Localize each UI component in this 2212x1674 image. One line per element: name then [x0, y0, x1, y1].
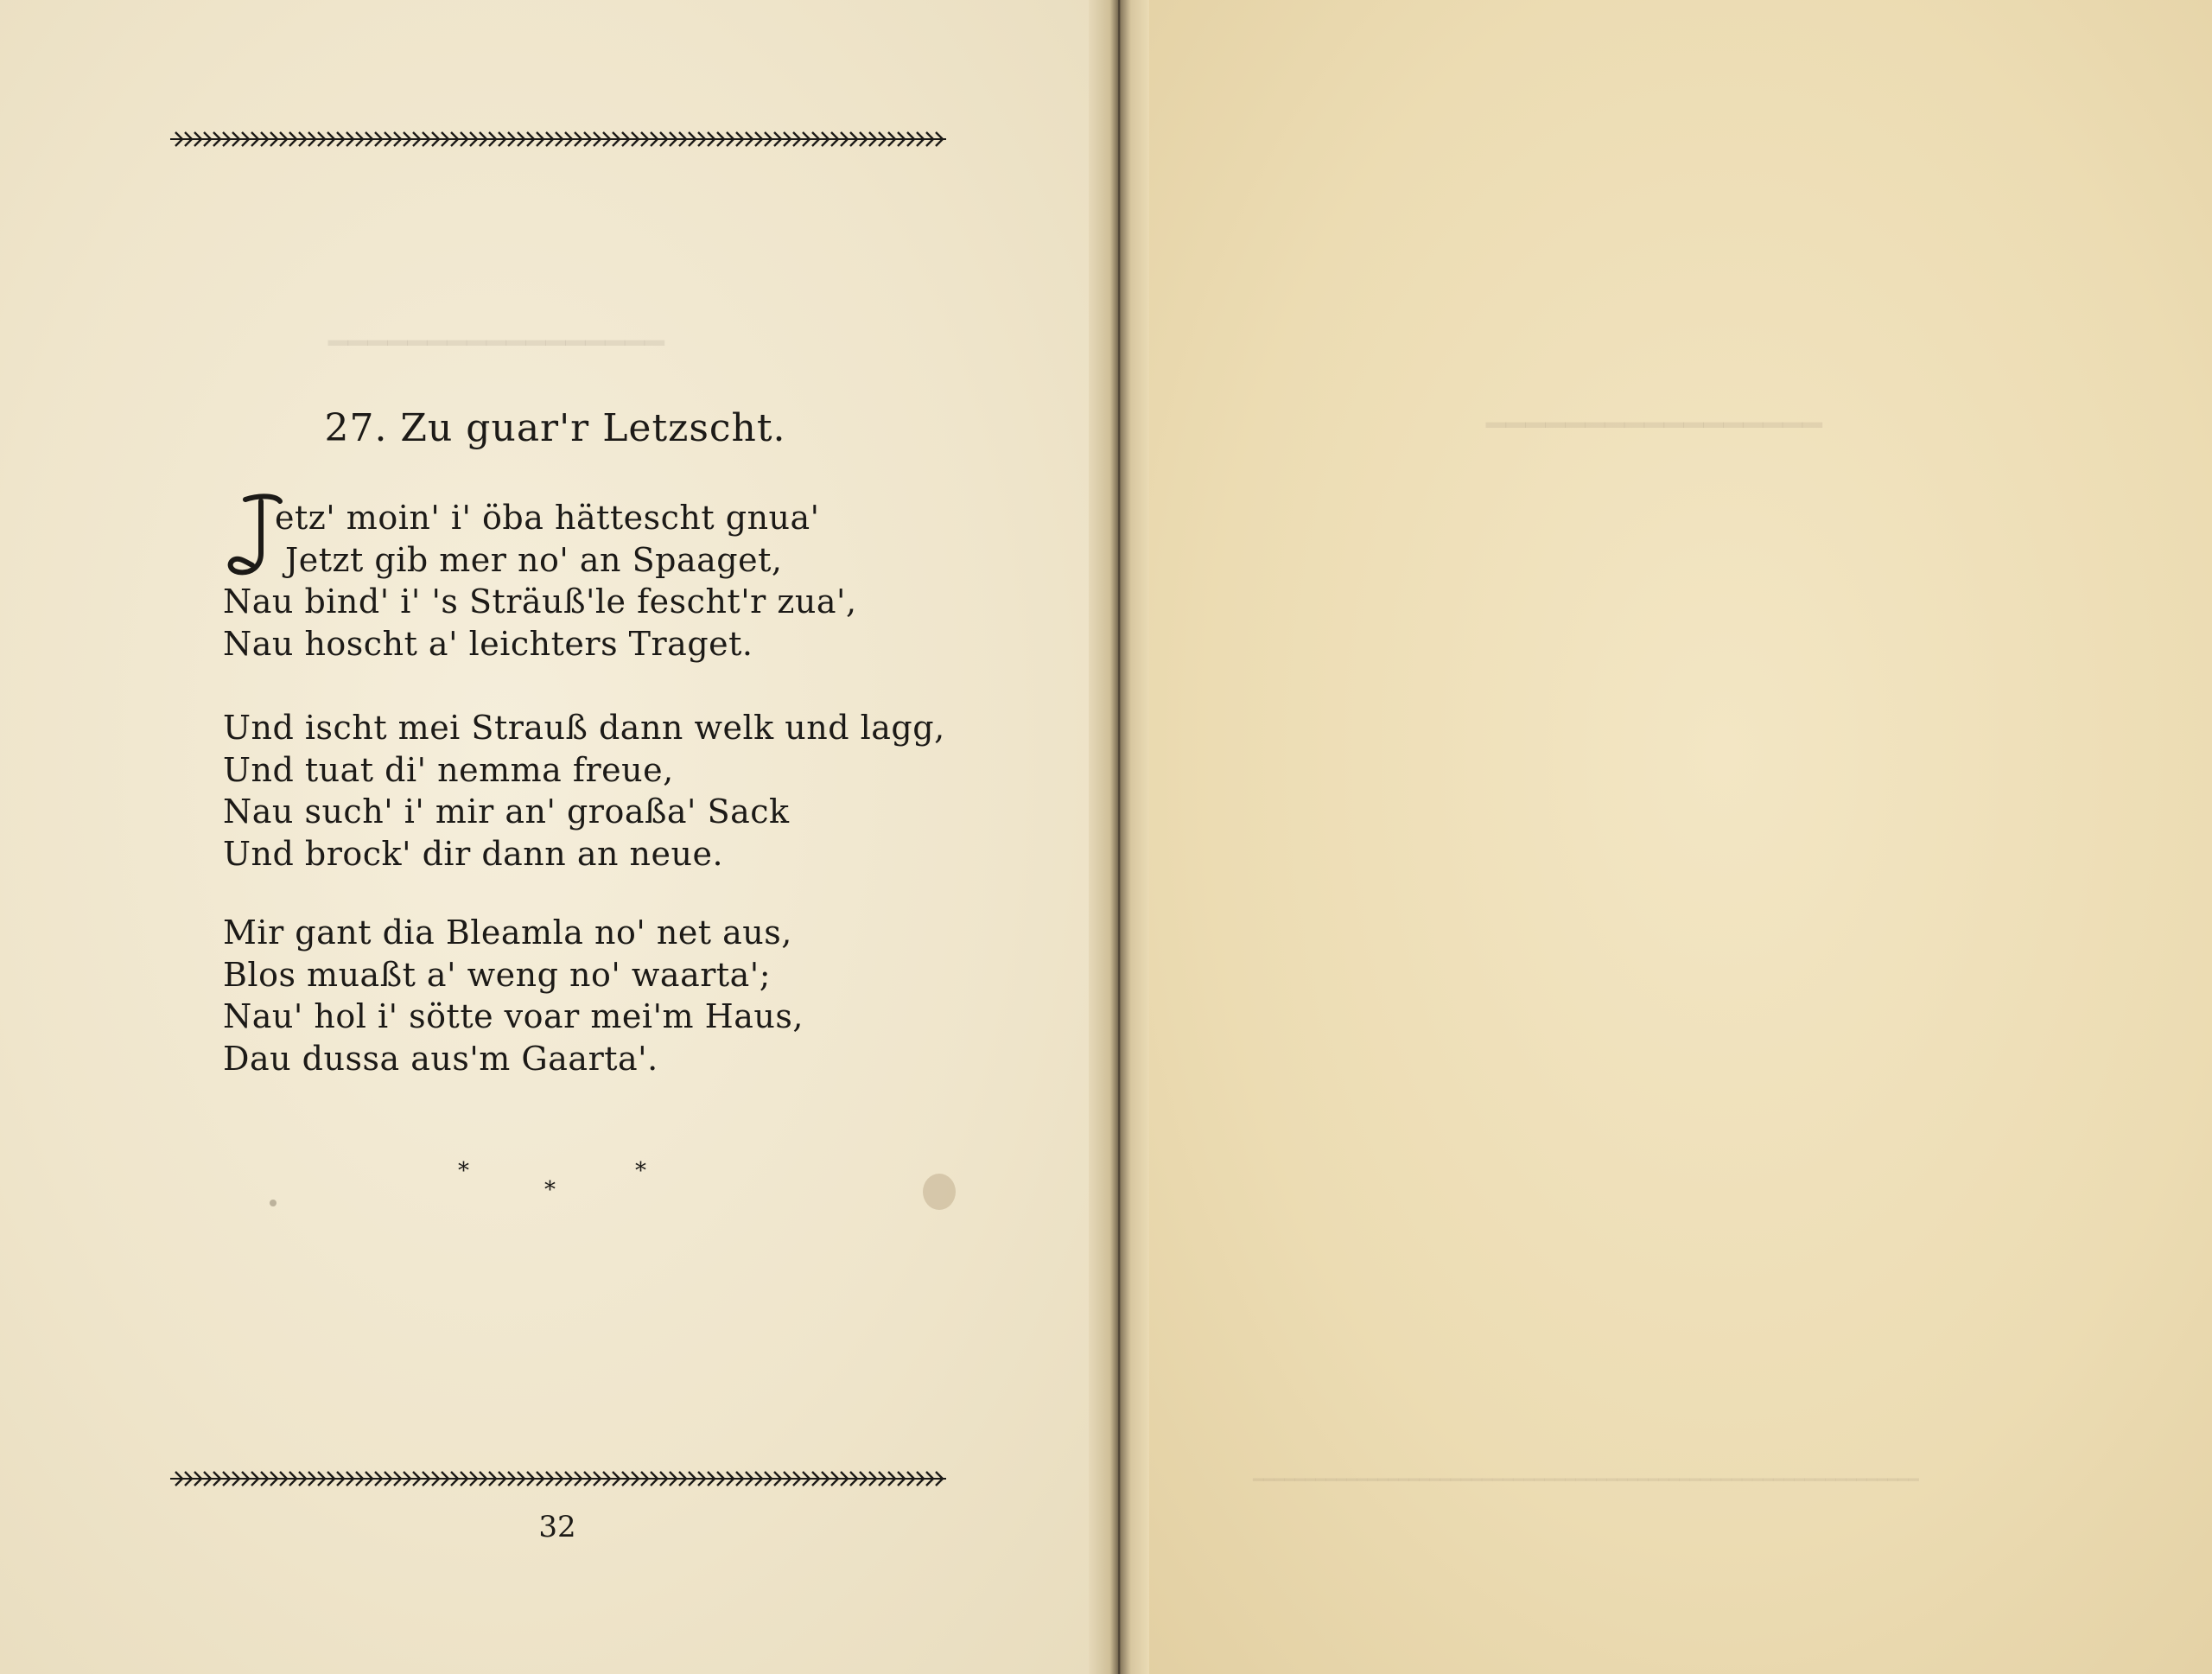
star-icon: * [635, 1158, 646, 1184]
top-ornament-rule [170, 130, 946, 149]
stanza-2 [223, 707, 1001, 875]
speck-mark [270, 1200, 276, 1206]
book-gutter [1089, 0, 1149, 1674]
stain-mark [923, 1174, 956, 1210]
bottom-ornament-rule [170, 1469, 946, 1488]
right-page [1123, 0, 2212, 1674]
verse-line: Jetzt gib mer no' an Spaaget, [285, 540, 783, 579]
chevron-rule-icon [170, 130, 946, 149]
verse-line: Nau' hol i' sötte voar mei'm Haus, [223, 997, 804, 1035]
stanza-3 [223, 912, 1001, 1079]
verse-line: Nau hoscht a' leichters Traget. [223, 624, 753, 663]
verse-line: Und ischt mei Strauß dann welk und lagg, [223, 709, 945, 747]
verse-line: Blos muaßt a' weng no' waarta'; [223, 955, 772, 994]
chevron-rule-icon [170, 1469, 946, 1488]
bleed-through-mark: ━━━━━━━━━━━━━━━━━ [328, 324, 664, 362]
bleed-through-mark: ━━━━━━━━━━━━━━━━━ [1486, 406, 1822, 444]
page-number: 32 [538, 1510, 576, 1544]
stanza-1 [223, 497, 1001, 665]
verse-line: Nau such' i' mir an' groaßa' Sack [223, 792, 790, 831]
verse-line: Und brock' dir dann an neue. [223, 834, 724, 873]
bleed-through-mark: ━━━━━━━━━━━━━━━━━━━━━━━━━━━━━━━━━━━━━━━━━━━━━━━━━━━━━━━━━━━━━━━━ [1253, 1469, 1919, 1490]
verse-line: Dau dussa aus'm Gaarta'. [223, 1039, 658, 1078]
star-icon: * [544, 1177, 556, 1203]
star-icon: * [458, 1158, 469, 1184]
verse-line: Mir gant dia Bleamla no' net aus, [223, 913, 792, 952]
verse-line: Nau bind' i' 's Sträuß'le fescht'r zua', [223, 582, 857, 621]
section-separator [458, 1158, 657, 1210]
poem-title: 27. Zu guar'r Letzscht. [324, 406, 786, 450]
verse-line: etz' moin' i' öba hättescht gnua' [275, 499, 820, 537]
verse-line: Und tuat di' nemma freue, [223, 750, 674, 789]
